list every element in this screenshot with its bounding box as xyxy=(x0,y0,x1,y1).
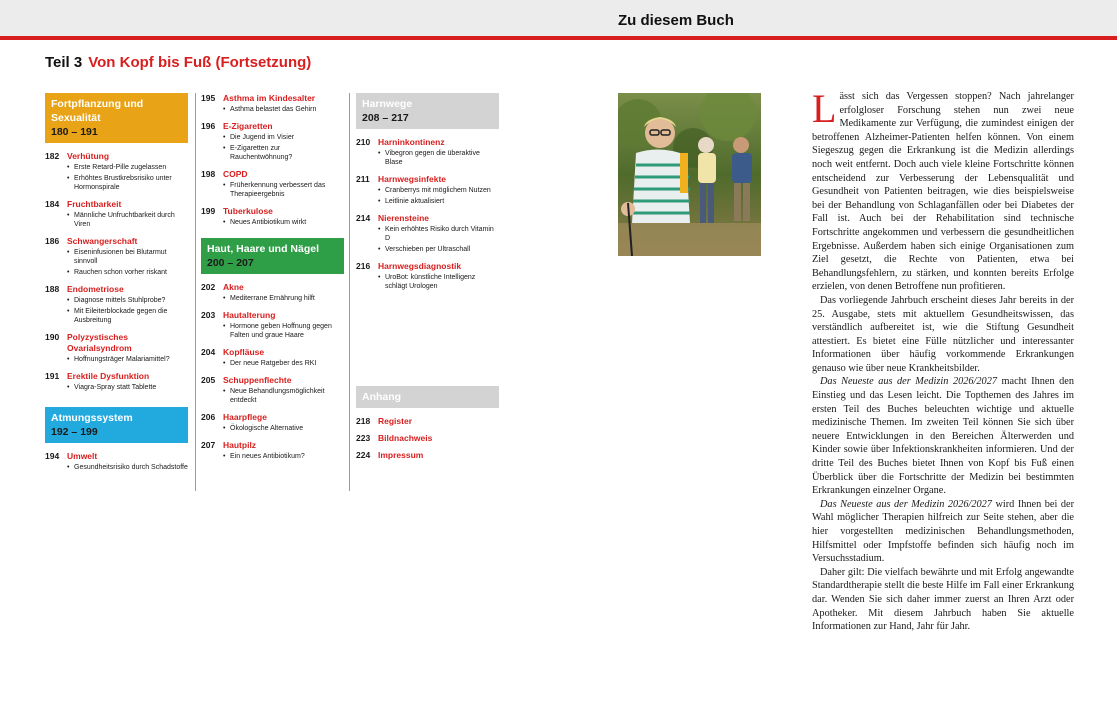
entry-title: Harnwegsdiagnostik xyxy=(378,261,462,271)
page-number: 191 xyxy=(45,371,60,381)
toc-entry-list xyxy=(45,151,188,394)
entry-topics xyxy=(67,163,188,192)
page-number: 214 xyxy=(356,213,371,223)
page-number: 190 xyxy=(45,332,60,342)
entry-topic: • Hoffnungsträger Malariamittel? xyxy=(67,355,188,364)
entry-topics xyxy=(223,322,344,340)
entry-title: Umwelt xyxy=(67,451,98,461)
toc-entry[interactable] xyxy=(356,433,499,445)
entry-topics xyxy=(223,424,344,433)
toc-entry[interactable] xyxy=(201,375,344,407)
entry-topic: • UroBot: künstliche Intelligenz schlägt Urologen xyxy=(378,273,499,291)
entry-title: Register xyxy=(378,416,413,426)
entry-topics xyxy=(223,452,344,461)
entry-title: Schuppenflechte xyxy=(223,375,292,385)
entry-topic: • Mediterrane Ernährung hilft xyxy=(223,294,344,303)
entry-topic: • Erhöhtes Brustkrebsrisiko unter Hormonspirale xyxy=(67,174,188,192)
entry-topic: • E-Zigaretten zur Rauchentwöhnung? xyxy=(223,144,344,162)
toc-entry[interactable] xyxy=(356,213,499,256)
page-number: 224 xyxy=(356,450,371,460)
photo-illustration xyxy=(618,93,761,256)
entry-topics xyxy=(378,273,499,291)
toc-column-2 xyxy=(201,93,344,468)
page-number: 207 xyxy=(201,440,216,450)
entry-title: Verhütung xyxy=(67,151,110,161)
category-name: Atmungssystem xyxy=(51,412,133,424)
entry-topic: • Verschieben per Ultraschall xyxy=(378,245,499,254)
entry-topics xyxy=(67,355,188,364)
toc-entry[interactable] xyxy=(201,169,344,201)
page-number: 199 xyxy=(201,206,216,216)
page-number: 184 xyxy=(45,199,60,209)
page-number: 223 xyxy=(356,433,371,443)
toc-entry[interactable] xyxy=(356,137,499,169)
entry-title: Tuberkulose xyxy=(223,206,273,216)
entry-title: Kopfläuse xyxy=(223,347,265,357)
page-number: 205 xyxy=(201,375,216,385)
header-title: Zu diesem Buch xyxy=(618,12,734,29)
toc-entry-list xyxy=(356,416,499,462)
page-number: 218 xyxy=(356,416,371,426)
entry-title: COPD xyxy=(223,169,248,179)
toc-column-3 xyxy=(356,93,499,467)
entry-topic: • Diagnose mittels Stuhlprobe? xyxy=(67,296,188,305)
category-header xyxy=(45,93,188,143)
entry-title: Harnwegsinfekte xyxy=(378,174,447,184)
drop-cap: L xyxy=(812,86,837,131)
part-title: Von Kopf bis Fuß (Fortsetzung) xyxy=(88,54,312,71)
page-heading xyxy=(45,54,311,71)
category-range: 192 – 199 xyxy=(51,426,98,438)
toc-entry[interactable] xyxy=(45,151,188,194)
entry-topics xyxy=(223,105,344,114)
page-number: 211 xyxy=(356,174,370,184)
entry-topic: • Eiseninfusionen bei Blutarmut sinnvoll xyxy=(67,248,188,266)
entry-title: Endometriose xyxy=(67,284,124,294)
page-number: 210 xyxy=(356,137,371,147)
category-range: 208 – 217 xyxy=(362,112,409,124)
entry-topic: • Mit Eileiterblockade gegen die Ausbreitung xyxy=(67,307,188,325)
part-number: Teil 3 xyxy=(45,54,83,71)
top-bar-accent-line xyxy=(0,36,1117,40)
entry-topic: • Asthma belastet das Gehirn xyxy=(223,105,344,114)
page-number: 203 xyxy=(201,310,216,320)
page-number: 188 xyxy=(45,284,60,294)
entry-title: E-Zigaretten xyxy=(223,121,273,131)
entry-topics xyxy=(378,149,499,167)
toc-entry[interactable] xyxy=(201,310,344,342)
entry-topic: • Früherkennung verbessert das Therapieergebnis xyxy=(223,181,344,199)
entry-topic: • Leitlinie aktualisiert xyxy=(378,197,499,206)
toc-entry[interactable] xyxy=(201,347,344,370)
entry-title: Polyzystisches Ovarialsyndrom xyxy=(67,332,132,353)
entry-topic: • Gesundheitsrisiko durch Schadstoffe xyxy=(67,463,188,472)
entry-title: Haarpflege xyxy=(223,412,267,422)
entry-topic: • Neues Antibiotikum wirkt xyxy=(223,218,344,227)
entry-title: Hautpilz xyxy=(223,440,257,450)
entry-topic: • Viagra-Spray statt Tablette xyxy=(67,383,188,392)
entry-topic: • Die Jugend im Visier xyxy=(223,133,344,142)
book-title: Das Neueste aus der Medizin 2026/2027 xyxy=(820,498,992,510)
entry-title: Fruchtbarkeit xyxy=(67,199,122,209)
toc-entry[interactable] xyxy=(201,121,344,164)
entry-topic: • Ein neues Antibiotikum? xyxy=(223,452,344,461)
page-number: 186 xyxy=(45,236,60,246)
category-range: 200 – 207 xyxy=(207,257,254,269)
toc-entry[interactable] xyxy=(356,261,499,293)
category-header xyxy=(356,93,499,129)
article-paragraph: Das Neueste aus der Medizin 2026/2027 wird Ihnen bei der Wahl möglicher Therapien hilfreich zur Seite stehen, aber die hier vorgestellten medizinischen Behandlungsmethoden, Hilfsmittel oder Impfstoffe befinden sich häufig noch im Versuchsstadium. xyxy=(812,498,1075,565)
page-number: 204 xyxy=(201,347,216,357)
entry-topics xyxy=(67,383,188,392)
page-number: 194 xyxy=(45,451,60,461)
entry-topics xyxy=(223,387,344,405)
entry-topic: • Vibegron gegen die überaktive Blase xyxy=(378,149,499,167)
hiking-seniors-photo xyxy=(618,93,761,256)
entry-title: Bildnachweis xyxy=(378,433,433,443)
intro-article xyxy=(812,86,1075,634)
entry-topics xyxy=(67,296,188,325)
entry-topic: • Rauchen schon vorher riskant xyxy=(67,268,188,277)
category-header xyxy=(45,407,188,443)
toc-entry[interactable] xyxy=(201,440,344,463)
toc-entry[interactable] xyxy=(45,451,188,474)
entry-topics xyxy=(223,218,344,227)
toc-entry[interactable] xyxy=(45,332,188,366)
category-header xyxy=(201,238,344,274)
toc-entry[interactable] xyxy=(201,93,344,116)
category-header xyxy=(356,386,499,408)
page-number: 196 xyxy=(201,121,216,131)
entry-topics xyxy=(67,248,188,277)
toc-entry[interactable] xyxy=(356,416,499,428)
page-number: 195 xyxy=(201,93,216,103)
entry-title: Nierensteine xyxy=(378,213,430,223)
article-paragraph: Daher gilt: Die vielfach bewährte und mit Erfolg angewandte Standardtherapie stellt die beste Hilfe im Fall einer Erkrankung dar. Wenden Sie sich daher immer zuerst an Ihren Arzt oder Apotheker. Mit diesem Jahrbuch haben Sie aktuelle Informationen zur Hand, Jahr für Jahr. xyxy=(812,566,1074,633)
toc-entry-list xyxy=(356,137,499,293)
column-divider xyxy=(349,93,350,491)
entry-topics xyxy=(67,463,188,472)
entry-title: Asthma im Kindesalter xyxy=(223,93,316,103)
entry-topic: • Männliche Unfruchtbarkeit durch Viren xyxy=(67,211,188,229)
entry-title: Harninkontinenz xyxy=(378,137,445,147)
toc-entry-list xyxy=(201,282,344,463)
page-number: 216 xyxy=(356,261,371,271)
entry-topics xyxy=(223,133,344,162)
category-name: Fortpflanzung und Sexualität xyxy=(51,98,144,124)
page-number: 182 xyxy=(45,151,60,161)
toc-entry[interactable] xyxy=(45,284,188,327)
entry-topic: • Hormone geben Hoffnung gegen Falten und graue Haare xyxy=(223,322,344,340)
entry-topics xyxy=(67,211,188,229)
toc-entry-list xyxy=(201,93,344,229)
toc-entry[interactable] xyxy=(45,371,188,394)
top-bar xyxy=(0,0,1117,36)
entry-topics xyxy=(223,181,344,199)
toc-entry-list xyxy=(45,451,188,474)
toc-entry[interactable] xyxy=(356,174,499,208)
category-name: Anhang xyxy=(362,391,402,403)
entry-topics xyxy=(378,225,499,254)
toc-entry[interactable] xyxy=(356,450,499,462)
page-number: 202 xyxy=(201,282,216,292)
entry-topic: • Erste Retard-Pille zugelassen xyxy=(67,163,188,172)
entry-topic: • Cranberrys mit möglichem Nutzen xyxy=(378,186,499,195)
article-paragraph: Das vorliegende Jahrbuch erscheint dieses Jahr bereits in der 25. Ausgabe, stets mit aktuellem Gesundheitswissen, das verständlich aufbereitet ist, wie die Stiftung Gesundheit attestiert. Es bietet eine Fülle nützlicher und interessanter Informationen über häufig vorkommende Erkrankungen genauso wie über neue Krankheitsbilder. xyxy=(812,294,1074,374)
toc-entry[interactable] xyxy=(201,206,344,229)
entry-title: Akne xyxy=(223,282,244,292)
category-name: Haut, Haare und Nägel xyxy=(207,243,320,255)
page-number: 206 xyxy=(201,412,216,422)
toc-entry[interactable] xyxy=(201,282,344,305)
toc-column-1 xyxy=(45,93,188,479)
entry-title: Schwangerschaft xyxy=(67,236,138,246)
category-range: 180 – 191 xyxy=(51,126,98,138)
entry-topics xyxy=(223,294,344,303)
category-name: Harnwege xyxy=(362,98,413,110)
entry-title: Impressum xyxy=(378,450,424,460)
toc-entry[interactable] xyxy=(201,412,344,435)
entry-topics xyxy=(223,359,344,368)
entry-title: Hautalterung xyxy=(223,310,276,320)
column-divider xyxy=(195,93,196,491)
toc-entry[interactable] xyxy=(45,236,188,279)
entry-topic: • Ökologische Alternative xyxy=(223,424,344,433)
entry-topic: • Neue Behandlungsmöglichkeit entdeckt xyxy=(223,387,344,405)
entry-topic: • Der neue Ratgeber des RKI xyxy=(223,359,344,368)
entry-topic: • Kein erhöhtes Risiko durch Vitamin D xyxy=(378,225,499,243)
article-paragraph: Das Neueste aus der Medizin 2026/2027 macht Ihnen den Einstieg und das Lesen leicht. Die Topthemen des Jahres im ersten Teil des Buches beleuchten wichtige und aktuelle medizinische Themen. Im zweiten Teil können Sie sich über neuere Entwicklungen in den Bereichen Älterwerden und Kinder sowie über Infektionskrankheiten informieren. Und der dritte Teil des Buches bietet Ihnen von Kopf bis Fuß einen Überblick über die Fortschritte der Medizin bei bestimmten Erkrankungen einzelner Organe. xyxy=(812,376,1074,497)
entry-topics xyxy=(378,186,499,206)
article-paragraph: Lässt sich das Vergessen stoppen? Nach jahrelanger erfolgloser Forschung stehen nun zwei neue Medikamente zur Verfügung, die zumindest einigen der betroffenen Alzheimer-Patienten helfen können. Von einem Siegeszug gegen die Erkrankung ist die Medizin allerdings noch weit entfernt. Doch auch viele kleine Fortschritte können entscheidend zur Verbesserung der Lebensqualität und Gesundheit von Patienten beitragen, wie dies beispielsweise bei der Behandlung von Schlaganfällen oder bei Diabetes der Fall ist. Auch bei der Rehabilitation sind technische Fortschritte angekommen und verbessern die gesundheitlichen Ergebnisse. Außerdem haben sich einige Organisationen zum Ziel gesetzt, die Rechte von Patienten, etwa bei Behandlungsfehlern, zu stärken, und konnten bereits Erfolge erzielen, von denen Betroffene nun profitieren. xyxy=(812,86,1074,293)
entry-title: Erektile Dysfunktion xyxy=(67,371,150,381)
page-number: 198 xyxy=(201,169,216,179)
toc-entry[interactable] xyxy=(45,199,188,231)
book-title: Das Neueste aus der Medizin 2026/2027 xyxy=(820,376,997,388)
